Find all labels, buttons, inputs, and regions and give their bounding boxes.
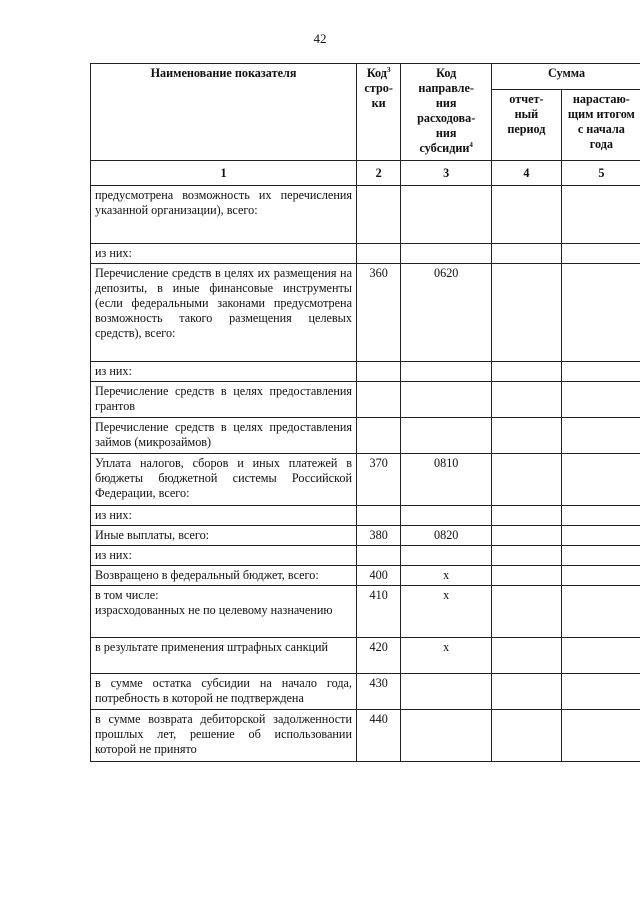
header-period-text-1: отчет- — [509, 92, 544, 106]
column-number-row — [91, 161, 640, 186]
line-code-cell: 410 — [356, 586, 400, 638]
header-direction-code — [401, 64, 492, 161]
direction-code-cell — [401, 710, 492, 762]
cumulative-total-cell — [561, 418, 640, 454]
direction-code-cell — [401, 382, 492, 418]
cumulative-total-cell — [561, 382, 640, 418]
line-code-cell: 380 — [356, 526, 400, 546]
table-row — [91, 418, 640, 454]
reporting-period-cell — [492, 264, 562, 362]
table-body — [91, 186, 640, 762]
line-code-cell: 360 — [356, 264, 400, 362]
header-direction-code-text-6: субсидии — [419, 141, 470, 155]
cumulative-total-cell — [561, 674, 640, 710]
direction-code-cell — [401, 362, 492, 382]
column-number: 4 — [492, 161, 562, 186]
line-code-cell: 370 — [356, 454, 400, 506]
cumulative-total-cell — [561, 264, 640, 362]
cumulative-total-cell — [561, 586, 640, 638]
direction-code-cell: x — [401, 586, 492, 638]
line-code-cell: 400 — [356, 566, 400, 586]
reporting-period-cell — [492, 382, 562, 418]
header-line-code-text-2: стро- — [364, 81, 393, 95]
direction-code-cell: 0620 — [401, 264, 492, 362]
header-direction-code-text-4: расходова- — [417, 111, 476, 125]
line-code-cell — [356, 506, 400, 526]
header-reporting-period — [492, 90, 562, 161]
header-sum: Сумма — [492, 64, 640, 90]
indicator-name-cell: в сумме остатка субсидии на начало года, потребность в которой не подтверждена — [91, 674, 357, 710]
cumulative-total-cell — [561, 454, 640, 506]
table-row — [91, 638, 640, 674]
indicator-name-cell: Перечисление средств в целях предоставления грантов — [91, 382, 357, 418]
reporting-period-cell — [492, 506, 562, 526]
header-cumulative-text-3: с начала — [577, 122, 625, 136]
cumulative-total-cell — [561, 710, 640, 762]
cumulative-total-cell — [561, 244, 640, 264]
column-number: 1 — [91, 161, 357, 186]
indicator-name-cell: Возвращено в федеральный бюджет, всего: — [91, 566, 357, 586]
direction-code-cell — [401, 186, 492, 244]
reporting-period-cell — [492, 638, 562, 674]
cumulative-total-cell — [561, 638, 640, 674]
direction-code-cell — [401, 546, 492, 566]
reporting-period-cell — [492, 710, 562, 762]
header-cumulative-text-4: года — [589, 137, 613, 151]
header-direction-code-text-2: направле- — [418, 81, 474, 95]
header-line-code-footnote: 3 — [386, 65, 391, 74]
header-line-code-text-3: ки — [371, 96, 386, 110]
header-line-code-text-1: Код — [366, 66, 387, 80]
cumulative-total-cell — [561, 546, 640, 566]
reporting-period-cell — [492, 418, 562, 454]
cumulative-total-cell — [561, 186, 640, 244]
table-row — [91, 546, 640, 566]
header-row-1 — [91, 64, 640, 90]
direction-code-cell — [401, 418, 492, 454]
table-row — [91, 586, 640, 638]
table-row — [91, 674, 640, 710]
line-code-cell — [356, 244, 400, 264]
indicator-name-cell: из них: — [91, 506, 357, 526]
page-number: 42 — [313, 31, 327, 46]
direction-code-cell: 0820 — [401, 526, 492, 546]
indicator-name-cell: из них: — [91, 244, 357, 264]
table-row — [91, 454, 640, 506]
line-code-cell: 430 — [356, 674, 400, 710]
indicator-name-cell: из них: — [91, 362, 357, 382]
direction-code-cell: x — [401, 638, 492, 674]
line-code-cell: 420 — [356, 638, 400, 674]
reporting-period-cell — [492, 526, 562, 546]
reporting-period-cell — [492, 244, 562, 264]
indicator-name-cell: Иные выплаты, всего: — [91, 526, 357, 546]
direction-code-cell: x — [401, 566, 492, 586]
indicator-name-cell: в сумме возврата дебиторской задолженности прошлых лет, решение об использовании которой не принято — [91, 710, 357, 762]
direction-code-cell — [401, 244, 492, 264]
table-row — [91, 186, 640, 244]
table-row — [91, 710, 640, 762]
table-row — [91, 526, 640, 546]
column-number: 5 — [561, 161, 640, 186]
line-code-cell — [356, 186, 400, 244]
table-row — [91, 244, 640, 264]
line-code-cell — [356, 382, 400, 418]
line-code-cell — [356, 418, 400, 454]
reporting-period-cell — [492, 362, 562, 382]
header-cumulative-text-1: нарастаю- — [572, 92, 630, 106]
indicator-name-cell: Уплата налогов, сборов и иных платежей в бюджеты бюджетной системы Российской Федерации, всего: — [91, 454, 357, 506]
line-code-cell: 440 — [356, 710, 400, 762]
direction-code-cell — [401, 506, 492, 526]
table-row — [91, 264, 640, 362]
cumulative-total-cell — [561, 566, 640, 586]
indicator-name-cell: в том числе: израсходованных не по целевому назначению — [91, 586, 357, 638]
reporting-period-cell — [492, 546, 562, 566]
header-line-code — [356, 64, 400, 161]
table-row — [91, 362, 640, 382]
header-direction-code-text-5: ния — [435, 126, 457, 140]
table-row — [91, 566, 640, 586]
reporting-period-cell — [492, 566, 562, 586]
indicator-name-cell: Перечисление средств в целях их размещения на депозиты, в иные финансовые инструменты (если федеральными законами предусмотрена возможность такого размещения целевых средств), всего: — [91, 264, 357, 362]
table-row — [91, 506, 640, 526]
table-row — [91, 382, 640, 418]
reporting-period-cell — [492, 186, 562, 244]
header-direction-code-text-1: Код — [436, 66, 457, 80]
header-indicator-name: Наименование показателя — [91, 64, 357, 161]
indicator-name-cell: предусмотрена возможность их перечисления указанной организации), всего: — [91, 186, 357, 244]
reporting-period-cell — [492, 586, 562, 638]
header-cumulative-text-2: щим итогом — [567, 107, 635, 121]
indicator-name-cell: из них: — [91, 546, 357, 566]
direction-code-cell: 0810 — [401, 454, 492, 506]
cumulative-total-cell — [561, 362, 640, 382]
column-number: 3 — [401, 161, 492, 186]
header-cumulative-total — [561, 90, 640, 161]
header-direction-code-text-3: ния — [435, 96, 457, 110]
reporting-period-cell — [492, 454, 562, 506]
reporting-period-cell — [492, 674, 562, 710]
header-period-text-2: ный — [514, 107, 539, 121]
indicator-name-cell: Перечисление средств в целях предоставления займов (микрозаймов) — [91, 418, 357, 454]
header-direction-code-footnote: 4 — [469, 140, 473, 149]
line-code-cell — [356, 546, 400, 566]
indicator-name-cell: в результате применения штрафных санкций — [91, 638, 357, 674]
direction-code-cell — [401, 674, 492, 710]
header-period-text-3: период — [507, 122, 546, 136]
cumulative-total-cell — [561, 526, 640, 546]
line-code-cell — [356, 362, 400, 382]
subsidy-report-table — [90, 63, 640, 762]
column-number: 2 — [356, 161, 400, 186]
cumulative-total-cell — [561, 506, 640, 526]
